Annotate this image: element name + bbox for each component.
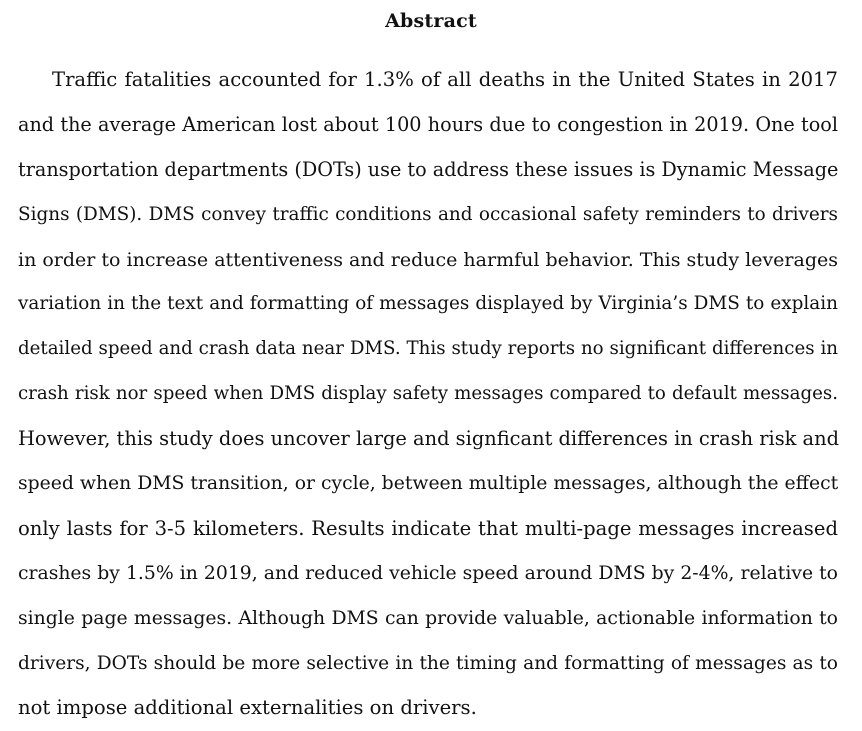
abstract-line: drivers, DOTs should be more selective in the timing and formatting of messages as to — [18, 652, 838, 674]
abstract-line: Traffic fatalities accounted for 1.3% of all deaths in the United States in 2017 — [52, 68, 838, 91]
abstract-line: only lasts for 3-5 kilometers. Results indicate that multi-page messages increased — [18, 516, 838, 540]
abstract-line: However, this study does uncover large and signficant differences in crash risk and — [18, 427, 840, 451]
abstract-line: variation in the text and formatting of messages displayed by Virginia’s DMS to explain — [18, 293, 838, 315]
abstract-body — [18, 58, 838, 731]
abstract-line: crash risk nor speed when DMS display safety messages compared to default messages. — [18, 383, 838, 405]
abstract-line: transportation departments (DOTs) use to address these issues is Dynamic Message — [18, 157, 839, 181]
abstract-heading: Abstract — [385, 10, 477, 32]
abstract-line: speed when DMS transition, or cycle, between multiple messages, although the effect — [18, 473, 839, 495]
abstract-line: Signs (DMS). DMS convey traffic conditions and occasional safety reminders to drivers — [18, 203, 838, 225]
abstract-line: single page messages. Although DMS can provide valuable, actionable information to — [18, 607, 838, 629]
abstract-line: detailed speed and crash data near DMS. This study reports no significant differences in — [18, 338, 838, 360]
abstract-line: not impose additional externalities on drivers. — [18, 696, 477, 720]
abstract-line: crashes by 1.5% in 2019, and reduced vehicle speed around DMS by 2-4%, relative to — [18, 562, 838, 584]
abstract-line: and the average American lost about 100 hours due to congestion in 2019. One tool — [18, 112, 838, 136]
abstract-line: in order to increase attentiveness and reduce harmful behavior. This study leverages — [18, 248, 838, 271]
